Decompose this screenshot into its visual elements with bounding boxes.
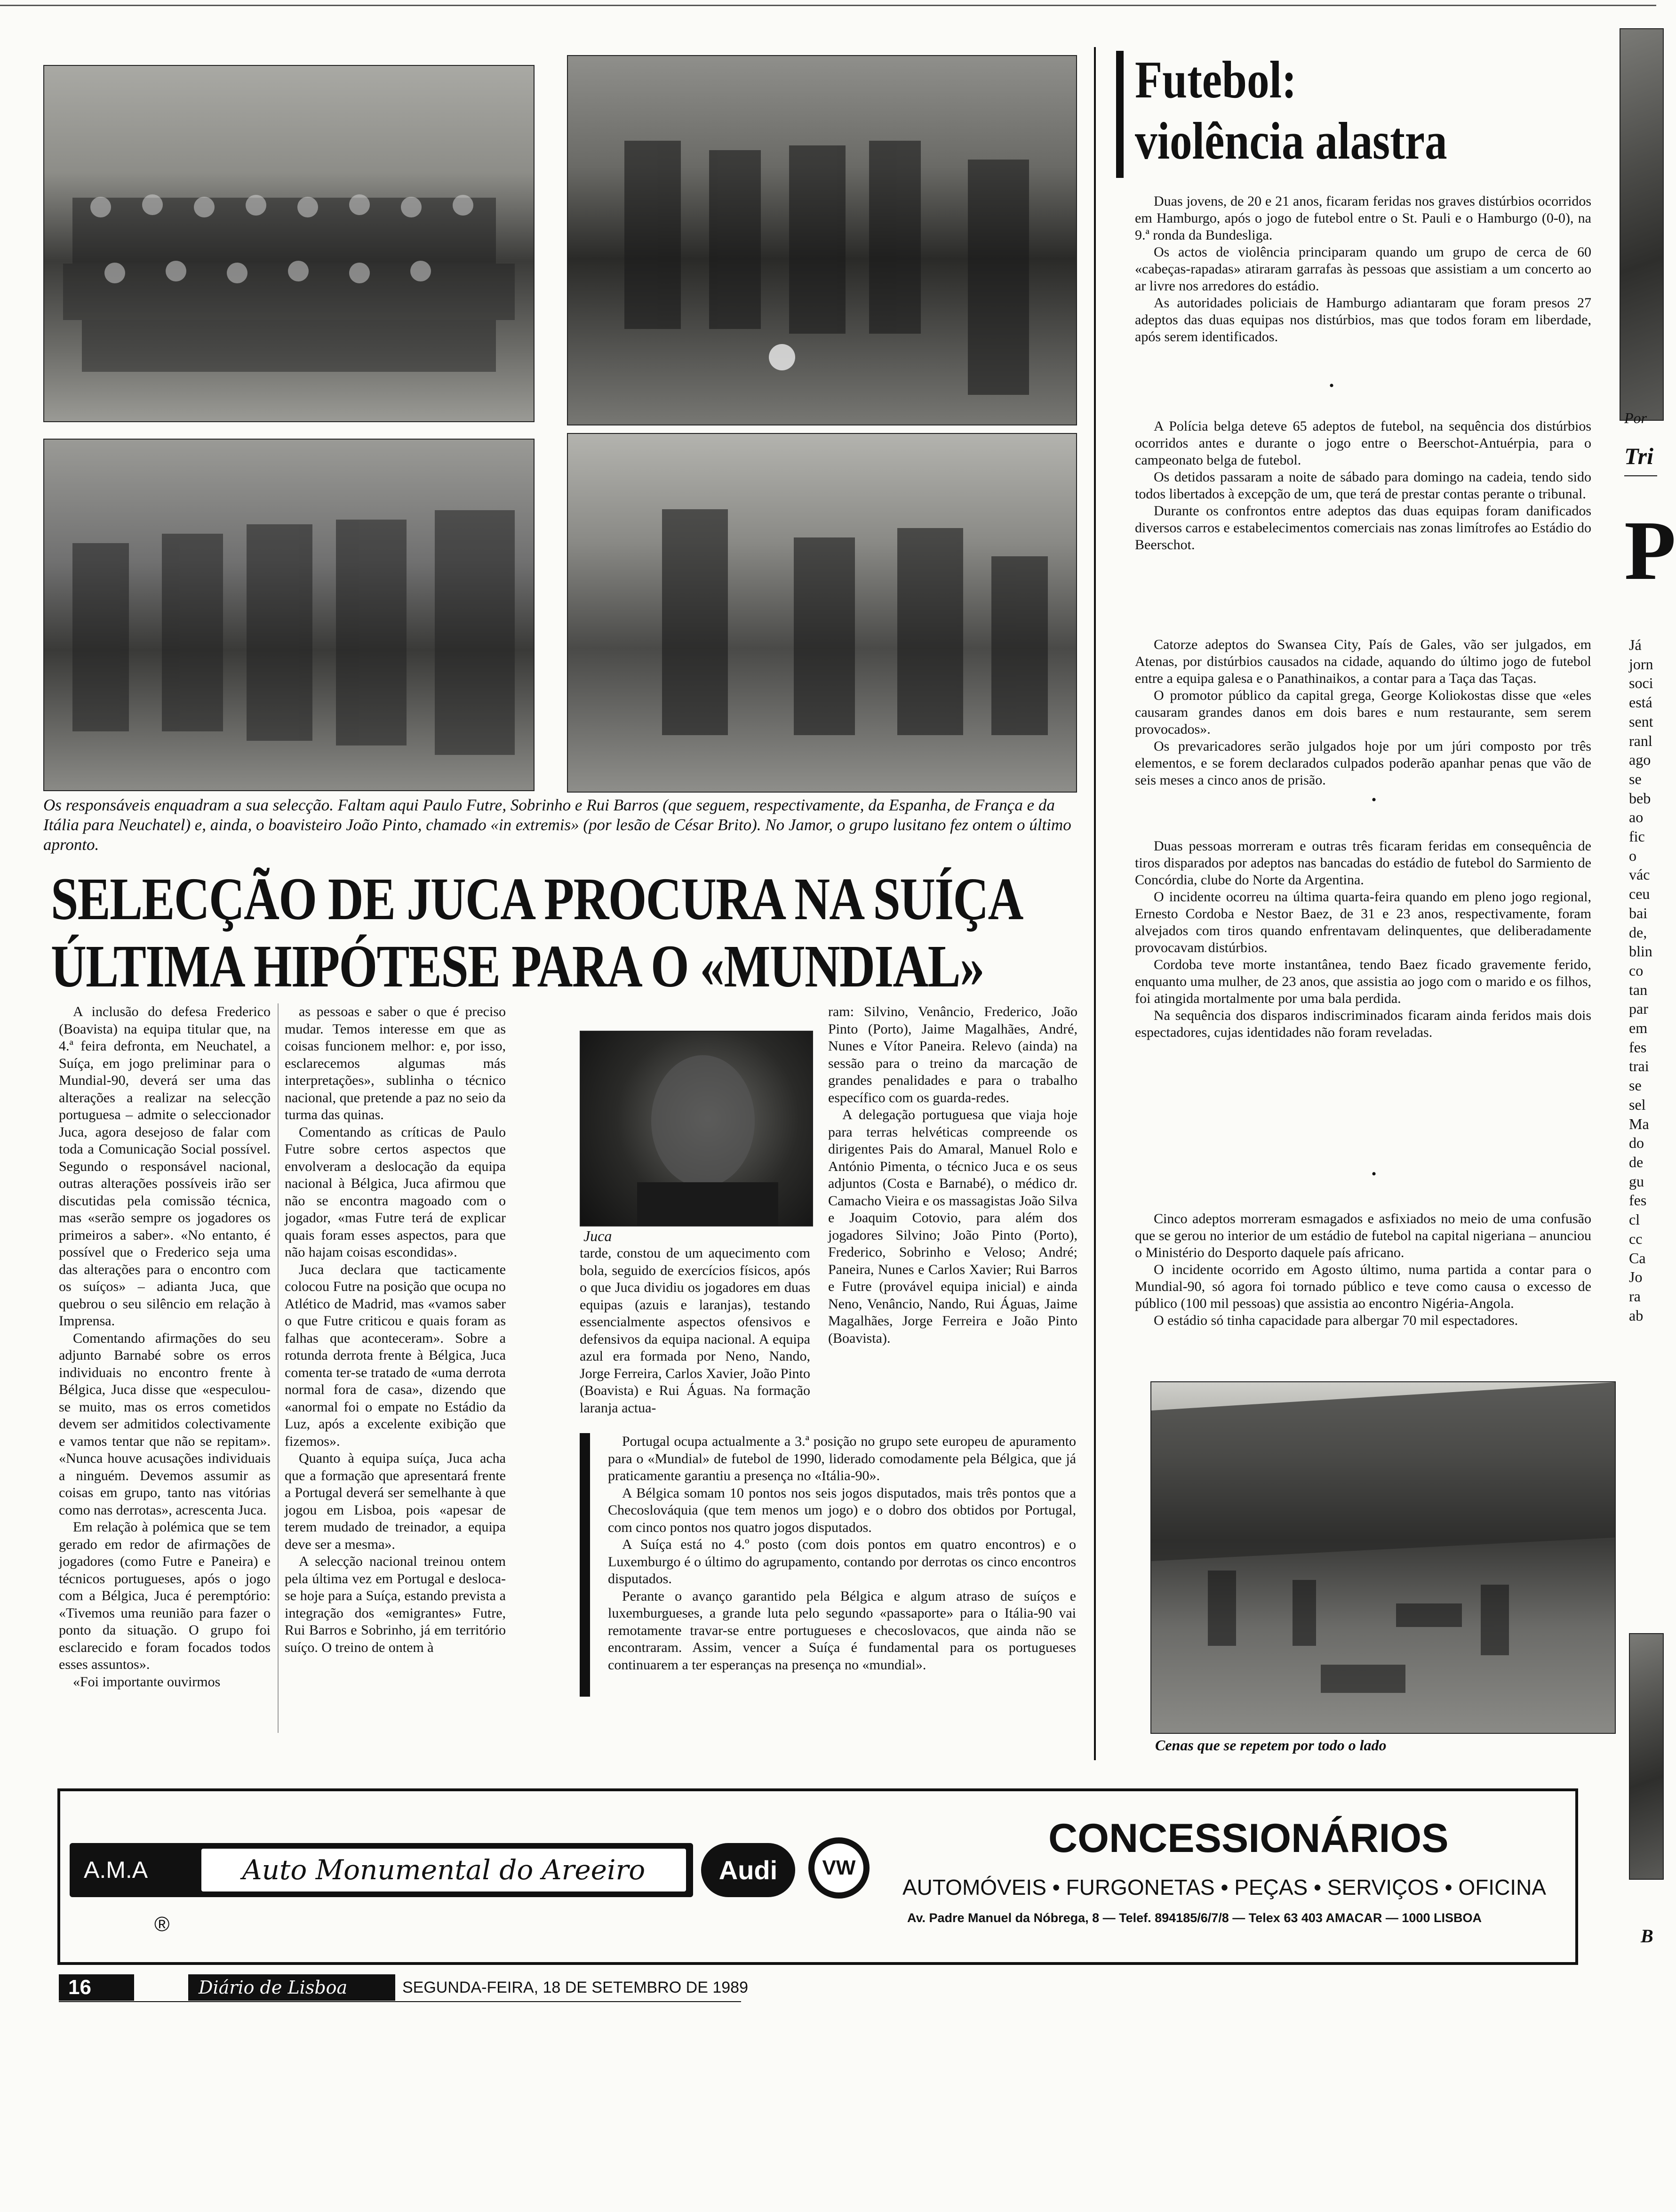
fragment: trai <box>1629 1058 1649 1075</box>
fragment: Ma <box>1629 1115 1649 1132</box>
footer-date: SEGUNDA-FEIRA, 18 DE SETEMBRO DE 1989 <box>402 1979 748 1996</box>
stadium-photo-caption: Cenas que se repetem por todo o lado <box>1155 1737 1387 1754</box>
footer-rule <box>59 2001 741 2002</box>
side-para: Cordoba teve morte instantânea, tendo Baez ficado gravemente ferido, enquanto uma mulher, de 23 anos, que assistia ao jogo com o marido e os filhos, foi atingida mortalmente por uma bala perdida. <box>1135 957 1591 1006</box>
side-headline-line2: violência alastra <box>1135 112 1447 170</box>
footer-masthead: Diário de Lisboa <box>199 1977 348 1998</box>
training-photo-kicking <box>567 433 1077 793</box>
main-col1-para: Em relação à polémica que se tem gerado em redor de afirmações de jogadores (como Futre e Paneira) e técnicos portugueses, após o jogo com a Bélgica, Juca é peremptório: «Tivemos uma reunião para fazer o ponto da situação. O grupo foi esclarecido e foram focados todos esses assuntos». <box>59 1519 271 1672</box>
fragment: beb <box>1629 789 1651 807</box>
footer-page-number-box <box>59 1974 134 2001</box>
main-col1-para: «Foi importante ouvirmos <box>73 1674 221 1690</box>
juca-portrait-caption: Juca <box>583 1227 612 1244</box>
fragment: sel <box>1629 1096 1646 1113</box>
next-page-big-letter: P <box>1624 504 1676 597</box>
side-headline-bar <box>1116 51 1124 178</box>
top-rule <box>0 5 1656 6</box>
bullet-separator: • <box>1371 1166 1377 1182</box>
column-rule <box>278 1003 279 1733</box>
audi-logo-text: Audi <box>718 1855 778 1885</box>
box-para: Portugal ocupa actualmente a 3.ª posição no grupo sete europeu de apuramento para o «Mundial» de futebol de 1990, liderado comodamente pela Bélgica, que já praticamente garantiu a presença no «Itália-90». <box>608 1434 1076 1483</box>
next-page-headline-fragment: Tri <box>1624 443 1654 469</box>
fragment: cl <box>1629 1211 1640 1228</box>
footer-page-number: 16 <box>68 1976 91 1999</box>
ad-script-name: Auto Monumental do Areeiro <box>242 1854 646 1886</box>
next-page-photo <box>1620 28 1664 421</box>
team-photo-group <box>43 65 535 422</box>
fragment: blin <box>1629 943 1652 960</box>
fragment: gu <box>1629 1172 1644 1190</box>
fragment: Já <box>1629 636 1642 653</box>
side-block-4 <box>1135 838 1591 1041</box>
fragment: ao <box>1629 809 1644 826</box>
main-col2-para: Juca declara que tacticamente colocou Futre na posição que ocupa no Atlético de Madrid, mas «vamos saber o que Futre criticou e quais foram as falhas que aconteceram». Sobre a rotunda derrota frente à Bélgica, Juca comenta ter-se tratado de «uma derrota normal fora de casa», dizendo que «anormal foi o empate no Estádio da Luz, após a excelente exibição que fizemos». <box>285 1261 506 1449</box>
side-para: A Polícia belga deteve 65 adeptos de futebol, na sequência dos distúrbios ocorridos antes e durante o jogo entre o Beerschot-Antuérpia, para o campeonato belga de futebol. <box>1135 418 1591 468</box>
side-para: Na sequência dos disparos indiscriminados ficaram ainda feridos mais dois espectadores, cujas identidades não foram reveladas. <box>1135 1008 1591 1040</box>
side-para: Duas pessoas morreram e outras três ficaram feridas em consequência de tiros disparados por adeptos nas bancadas do estádio de futebol do Sarmiento de Concórdia, clube do Norte da Argentina. <box>1135 838 1591 888</box>
side-para: Cinco adeptos morreram esmagados e asfixiados no meio de uma confusão que se gerou no interior de um estádio de futebol na capital nigeriana – anunciou o Ministério do Desporto daquele país africano. <box>1135 1211 1591 1260</box>
main-col1-para: A inclusão do defesa Frederico (Boavista) na equipa titular que, na 4.ª feira defronta, em Neuchatel, a Suíça, em jogo preliminar para o Mundial-90, deverá ser uma das alterações a realizar na selecção portuguesa – admite o seleccionador Juca, agora desejoso de falar com toda a Comunicação Social possível. Segundo o responsável nacional, outras alterações possíveis irão ser discutidas pela comissão técnica, mas «serão sempre os jogadores os primeiros a saber». «No entanto, é possível que o Frederico seja uma das alterações para o encontro com os suíços» – adianta Juca, que quebrou o seu silêncio em relação à Imprensa. <box>59 1004 271 1329</box>
training-photo-ball <box>567 55 1077 425</box>
fragment: se <box>1629 770 1642 787</box>
fragment: do <box>1629 1134 1644 1152</box>
main-headline-line1: SELECÇÃO DE JUCA PROCURA NA SUÍÇA <box>51 866 1023 932</box>
next-page-column-fragments <box>1629 635 1657 1325</box>
vw-logo-text: VW <box>822 1856 856 1879</box>
fragment: vác <box>1629 866 1650 883</box>
main-col4-para: ram: Silvino, Venâncio, Frederico, João Pinto (Porto), Jaime Magalhães, André, Nunes e Vítor Paneira. Relevo (ainda) na sessão para o treino da marcação de grandes penalidades e para o trabalho específico com os guarda-redes. <box>828 1004 1077 1106</box>
side-para: Duas jovens, de 20 e 21 anos, ficaram feridas nos graves distúrbios ocorridos em Hamburgo, após o jogo de futebol entre o St. Pauli e o Hamburgo (0-0), na 9.ª ronda da Bundesliga. <box>1135 193 1591 243</box>
stadium-photo <box>1150 1381 1616 1734</box>
bullet-separator: • <box>1329 378 1334 393</box>
fragment: soci <box>1629 674 1653 692</box>
side-para: Os prevaricadores serão julgados hoje por um júri composto por três elementos, e se forem declarados culpados poderão apanhar penas que vão de seis meses a cinco anos de prisão. <box>1135 738 1591 788</box>
main-col2-para: Comentando as críticas de Paulo Futre sobre certos aspectos que envolveram a deslocação da equipa nacional à Bélgica, Juca afirmou que não se encontra magoado com o jogador, «mas Futre terá de explicar quais foram esses aspectos, para que não hajam coisas escondidas». <box>285 1124 506 1260</box>
fragment: Ca <box>1629 1249 1646 1266</box>
fragment: fes <box>1629 1192 1647 1209</box>
box-para: A Bélgica somam 10 pontos nos seis jogos disputados, mais três pontos que a Checoslováquia (que tem menos um jogo) e o dobro dos obtidos por Portugal, com cinco pontos nos quatro jogos disputados. <box>608 1485 1076 1535</box>
side-block-5 <box>1135 1210 1591 1329</box>
side-para: O promotor público da capital grega, George Koliokostas disse que «eles causaram grandes danos em dois bares e num restaurante, sem serem provocados». <box>1135 688 1591 737</box>
side-para: O estádio só tinha capacidade para albergar 70 mil espectadores. <box>1154 1313 1518 1328</box>
fragment: cc <box>1629 1230 1643 1247</box>
fragment: Jo <box>1629 1268 1643 1286</box>
main-col1-para: Comentando afirmações do seu adjunto Barnabé sobre os erros individuais no encontro frente à Bélgica, Juca disse que «especulou-se muito, mas os erros cometidos devem ser admitidos colectivamente e vamos tentar que não se repitam». «Nunca houve acusações individuais a ninguém. Devemos assumir as coisas em grupo, tanto nas vitórias como nas derrotas», acrescenta Juca. <box>59 1330 271 1518</box>
fragment: ranl <box>1629 732 1652 749</box>
fragment: o <box>1629 847 1636 864</box>
photos-caption: Os responsáveis enquadram a sua selecção. Faltam aqui Paulo Futre, Sobrinho e Rui Barros (que seguem, respectivamente, da Espanha, de França e da Itália para Neuchatel) e, ainda, o boavisteiro João Pinto, chamado «in extremis» (por lesão de César Brito). No Jamor, o grupo lusitano fez ontem o último apronto. <box>43 796 1071 854</box>
side-block-2 <box>1135 418 1591 553</box>
ad-address: Av. Padre Manuel da Nóbrega, 8 — Telef. 894185/6/7/8 — Telex 63 403 AMACAR — 1000 LISBOA <box>907 1911 1482 1925</box>
fragment: par <box>1629 1000 1648 1018</box>
next-page-bottom-fragment: B <box>1641 1925 1653 1947</box>
fragment: ago <box>1629 751 1651 769</box>
side-para: O incidente ocorrido em Agosto último, numa partida a contar para o Mundial-90, só agora foi tornado público e teve como causa o excesso de público (100 mil pessoas) que assistia ao encontro Nigéria-Angola. <box>1135 1262 1591 1311</box>
main-col2-para: Quanto à equipa suíça, Juca acha que a formação que apresentará frente a Portugal deverá ser semelhante à que jogou em Lisboa, pois «apesar de terem mudado de treinador, a equipa deve ser a mesma». <box>285 1451 506 1552</box>
fragment: ab <box>1629 1306 1644 1324</box>
side-block-3 <box>1135 636 1591 789</box>
vw-logo <box>808 1837 870 1899</box>
juca-portrait <box>580 1031 813 1226</box>
ad-name-plate <box>201 1849 686 1891</box>
bullet-separator: • <box>1371 792 1377 808</box>
fragment: está <box>1629 694 1652 711</box>
side-para: Os actos de violência principaram quando um grupo de cerca de 60 «cabeças-rapadas» atiraram garrafas às pessoas que assistiam a um concerto ao ar livre nos arredores do estádio. <box>1135 244 1591 294</box>
box-para: A Suíça está no 4.º posto (com dois pontos em quatro encontros) e o Luxemburgo é o último do agrupamento, contando por derrotas os cinco encontros disputados. <box>608 1537 1076 1587</box>
main-col2-para: as pessoas e saber o que é preciso mudar. Temos interesse em que as coisas funcionem melhor: e, por isso, esclarecemos algumas más interpretações», sublinha o técnico nacional, que pretende a paz no seio da turma das quinas. <box>285 1004 506 1122</box>
fragment: de, <box>1629 923 1647 941</box>
main-article-column-3 <box>580 1245 810 1424</box>
fragment: fes <box>1629 1038 1647 1056</box>
fragment: se <box>1629 1077 1642 1094</box>
ad-title: CONCESSIONÁRIOS <box>1048 1816 1449 1861</box>
fragment: co <box>1629 962 1644 979</box>
side-headline-line1: Futebol: <box>1135 51 1297 109</box>
main-col3-para: tarde, constou de um aquecimento com bola, seguido de exercícios físicos, após o que Juca dividiu os jogadores em duas equipas (azuis e laranjas), testando essencialmente aspectos ofensivos e defensivos da equipa nacional. A equipa azul era formada por Neno, Nando, Jorge Ferreira, Carlos Xavier, João Pinto (Boavista) e Rui Águas. Na formação laranja actua- <box>580 1245 810 1416</box>
fragment: bai <box>1629 904 1648 922</box>
advertisement <box>57 1788 1578 1965</box>
main-article-column-4 <box>828 1003 1077 1422</box>
main-article-column-2 <box>285 1003 506 1738</box>
audi-logo <box>701 1843 795 1897</box>
main-col4-para: A delegação portuguesa que viaja hoje para terras helvéticas compreende os dirigentes Pais do Amaral, Manuel Rolo e António Pimenta, o técnico Juca e os seus adjuntos (Costa e Barnabé), o médico dr. Camacho Vieira e os massagistas João Silva e Joaquim Cotovio, para além dos jogadores Silvino; João Pinto (Porto), Frederico, Sobrinho e Veloso; André; Paneira, Nunes e Carlos Xavier; Rui Barros e Futre (provável equipa inicial) e ainda Neno, Venâncio, Nando, Rui Águas, Jaime Magalhães, Jorge Ferreira e João Pinto (Boavista). <box>828 1107 1077 1346</box>
ad-logo-bar <box>70 1843 693 1897</box>
side-para: Os detidos passaram a noite de sábado para domingo na cadeia, tendo sido todos libertados à excepção de um, que terá de prestar contas perante o tribunal. <box>1135 469 1591 502</box>
side-para: Catorze adeptos do Swansea City, País de Gales, vão ser julgados, em Atenas, por distúrbios causados na cidade, aquando do último jogo de futebol entre a equipa galesa e o Panathinaikos, a contar para a Taça das Taças. <box>1135 637 1591 686</box>
fragment: ceu <box>1629 885 1650 903</box>
main-article-column-1 <box>59 1003 271 1738</box>
fragment: jorn <box>1629 655 1653 673</box>
ad-registered: ® <box>154 1913 170 1936</box>
box-para: Perante o avanço garantido pela Bélgica e algum atraso de suíços e luxemburgueses, a grande luta pelo segundo «passaporte» para o Itália-90 vai remotamente travar-se entre portugueses e checoslovacos, que ainda não se encontraram. Assim, vencer a Suíça é fundamental para os portugueses continuarem a ter esperanças na presença no «mundial». <box>608 1588 1076 1673</box>
side-para: Durante os confrontos entre adeptos das duas equipas foram danificados diversos carros e estabelecimentos comerciais nas zonas limítrofes ao Estádio do Beerschot. <box>1135 503 1591 553</box>
next-page-rule <box>1624 475 1657 476</box>
main-col2-para: A selecção nacional treinou ontem pela última vez em Portugal e desloca-se hoje para a Suíça, estando prevista a integração dos «emigrantes» Futre, Rui Barros e Sobrinho, já em território suíço. O treino de ontem à <box>285 1554 506 1655</box>
side-block-1 <box>1135 193 1591 345</box>
fragment: sent <box>1629 713 1653 730</box>
side-para: O incidente ocorreu na última quarta-feira quando em pleno jogo regional, Ernesto Cordoba e Nestor Baez, de 31 e 23 anos, respectivamente, foram alvejados com tiros quando enfrentavam delinquentes, que deliberadamente provocavam distúrbios. <box>1135 889 1591 955</box>
fragment: ra <box>1629 1287 1641 1305</box>
section-divider <box>1094 47 1096 1760</box>
next-page-caption-fragment: Por <box>1624 409 1647 426</box>
next-page-photo-2 <box>1629 1633 1664 1880</box>
fragment: fic <box>1629 828 1645 845</box>
next-page-edge <box>1605 28 1676 1958</box>
fragment: em <box>1629 1019 1648 1037</box>
standings-box <box>580 1433 1078 1697</box>
ad-ama: A.M.A <box>84 1857 148 1883</box>
ad-services: AUTOMÓVEIS • FURGONETAS • PEÇAS • SERVIÇOS • OFICINA <box>902 1875 1546 1899</box>
side-para: As autoridades policiais de Hamburgo adiantaram que foram presos 27 adeptos das duas equipas nos distúrbios, mas que todos foram em liberdade, após serem identificados. <box>1135 295 1591 345</box>
footer-masthead-box <box>188 1974 395 2001</box>
main-headline-line2: ÚLTIMA HIPÓTESE PARA O «MUNDIAL» <box>51 933 984 1000</box>
training-photo-walking <box>43 439 535 791</box>
fragment: de <box>1629 1153 1644 1170</box>
fragment: tan <box>1629 981 1648 998</box>
